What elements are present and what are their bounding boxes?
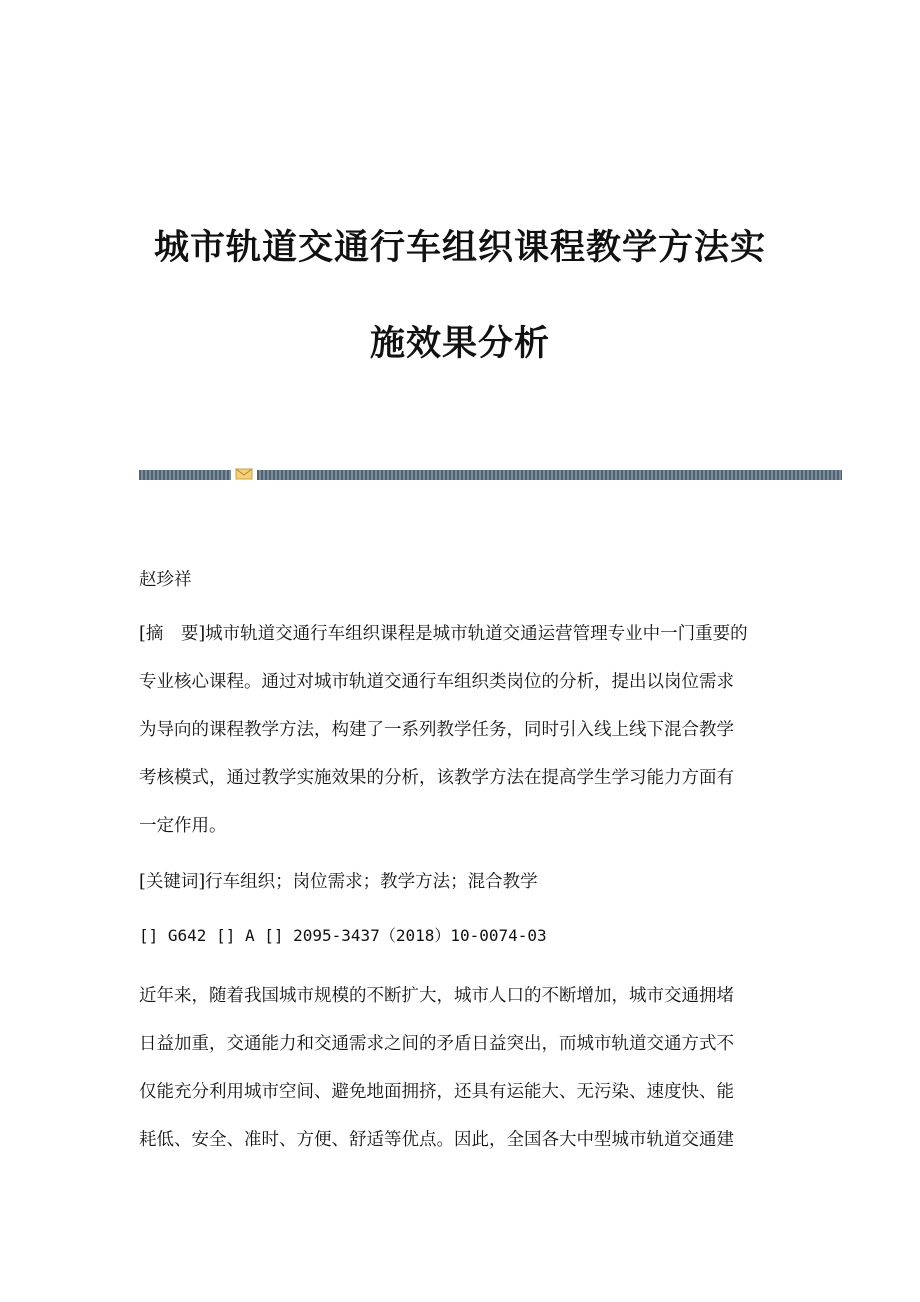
- abstract-line: 考核模式，通过教学实施效果的分析，该教学方法在提高学生学习能力方面有: [139, 768, 734, 788]
- abstract-paragraph: [139, 610, 779, 850]
- abstract-line: 一定作用。: [139, 816, 227, 836]
- body-line: 日益加重，交通能力和交通需求之间的矛盾日益突出，而城市轨道交通方式不: [139, 1034, 734, 1054]
- keywords-line: [139, 858, 779, 906]
- title-divider-left: [139, 470, 231, 480]
- body-line: 耗低、安全、准时、方便、舒适等优点。因此，全国各大中型城市轨道交通建: [139, 1130, 734, 1150]
- title-divider-right: [257, 470, 842, 480]
- keywords-text: [关键词]行车组织；岗位需求；教学方法；混合教学: [139, 872, 538, 892]
- page-title-line-2: 施效果分析: [369, 324, 550, 364]
- envelope-icon: [235, 466, 253, 482]
- classification-text: [] G642 [] A [] 2095-3437（2018）10-0074-03: [139, 926, 547, 945]
- author-text: 赵珍祥: [139, 570, 192, 590]
- body-line: 近年来，随着我国城市规模的不断扩大，城市人口的不断增加，城市交通拥堵: [139, 986, 734, 1006]
- abstract-line: 为导向的课程教学方法，构建了一系列教学任务，同时引入线上线下混合教学: [139, 720, 734, 740]
- body-paragraph: [139, 972, 779, 1164]
- classification-line: [139, 912, 779, 960]
- page-title-line-1: 城市轨道交通行车组织课程教学方法实: [153, 228, 766, 268]
- abstract-line: [摘 要]城市轨道交通行车组织课程是城市轨道交通运营管理专业中一门重要的: [139, 624, 748, 644]
- author-name: [139, 556, 779, 604]
- abstract-line: 专业核心课程。通过对城市轨道交通行车组织类岗位的分析，提出以岗位需求: [139, 672, 734, 692]
- body-line: 仅能充分利用城市空间、避免地面拥挤，还具有运能大、无污染、速度快、能: [139, 1082, 734, 1102]
